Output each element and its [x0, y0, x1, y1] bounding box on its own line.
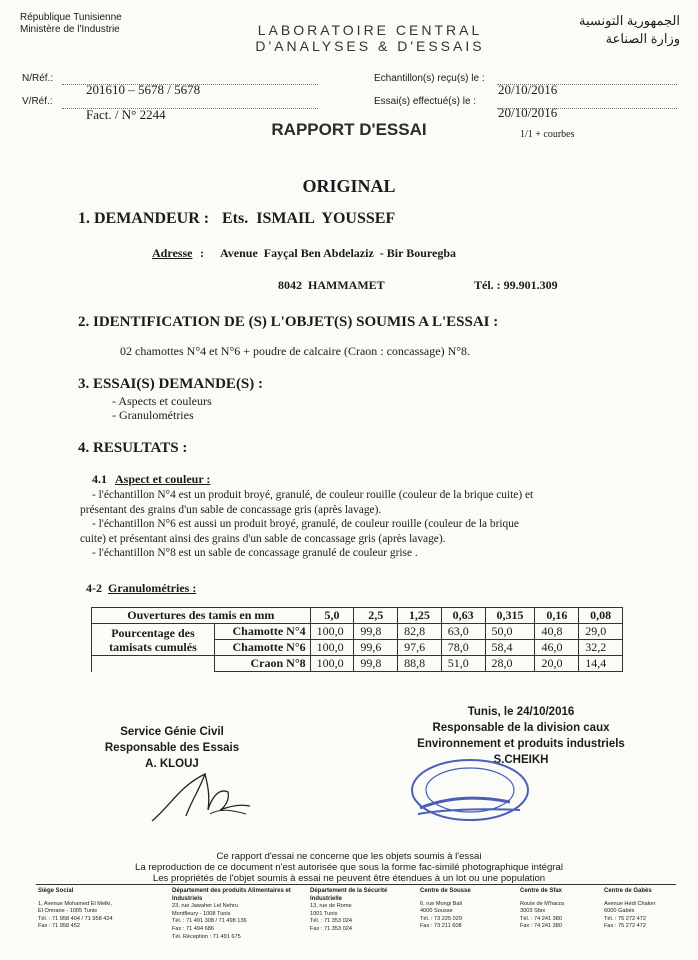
address-colon: : — [200, 246, 204, 260]
table-cell: 99,8 — [354, 656, 398, 672]
footer-line: Tél. Réception : 71 491 675 — [172, 933, 241, 940]
footer-line: Tél. : 73 225 029 — [420, 915, 462, 922]
stamp-seal — [400, 752, 535, 822]
left-signatory-service: Service Génie Civil — [120, 726, 224, 738]
table-cell: 58,4 — [485, 640, 535, 656]
table-cell: 28,0 — [485, 656, 535, 672]
footer-line: Tél. : 71 353 024 — [310, 918, 352, 925]
footer-sfax — [520, 888, 590, 931]
footer-title: Département de la Sécurité Industrielle — [310, 888, 388, 902]
footer-sousse — [420, 888, 500, 931]
table-header-row — [92, 608, 623, 624]
results-line: - l'échantillon N°6 est aussi un produit broyé, granulé, de couleur rouille (couleur de la brique — [92, 518, 519, 531]
footer-food-industrial — [172, 888, 292, 941]
footer-title: Département des produits Alimentaires et Industriels — [172, 888, 291, 902]
sub2-title: Granulométries : — [108, 581, 197, 595]
table-cell: 51,0 — [441, 656, 485, 672]
footer-divider — [36, 884, 676, 885]
results-text — [80, 488, 682, 561]
legal-notice — [0, 851, 698, 884]
right-signatory-dept: Environnement et produits industriels — [417, 738, 625, 750]
table-cell: 46,0 — [535, 640, 579, 656]
republic-label: République Tunisienne — [20, 12, 122, 23]
footer-line: Fax : 75 272 472 — [604, 923, 646, 930]
table-row — [92, 656, 623, 672]
sieve-size: 5,0 — [310, 608, 354, 624]
footer-line: Fax : 74 241 380 — [520, 923, 562, 930]
section2-heading: 2. IDENTIFICATION DE (S) L'OBJET(S) SOUMIS A L'ESSAI : — [78, 314, 499, 330]
sub1-number: 4.1 — [92, 472, 107, 486]
republic-label-ar: الجمهورية التونسية — [579, 13, 680, 28]
sieve-size: 0,315 — [485, 608, 535, 624]
lab-name — [240, 22, 500, 54]
footer-line: El Omrane - 1005 Tunis — [38, 908, 98, 915]
address-value: Avenue Fayçal Ben Abdelaziz - Bir Bouregba — [220, 246, 456, 260]
invoice-number: Fact. / N° 2244 — [86, 107, 166, 122]
lab-name-line1: LABORATOIRE CENTRAL — [257, 22, 483, 38]
applicant-name: Ets. ISMAIL YOUSSEF — [222, 210, 396, 227]
signature-date: Tunis, le 24/10/2016 — [467, 706, 575, 718]
footer-line: Tél. : 71 491 308 / 71 498 136 — [172, 918, 247, 925]
left-signatory — [72, 724, 272, 772]
table-cell: 88,8 — [398, 656, 442, 672]
notice-line: La reproduction de ce document n'est autorisée que sous la forme fac-similé photographique intégral — [135, 862, 563, 873]
right-signatory-name: S.CHEIKH — [493, 754, 549, 766]
footer-line: 13, rue de Rome — [310, 903, 352, 910]
sub1-title: Aspect et couleur : — [115, 472, 211, 486]
footer-line: 3003 Sfax — [520, 908, 546, 915]
table-cell: 29,0 — [579, 624, 623, 640]
granulometry-table — [91, 607, 623, 672]
sieve-size: 0,63 — [441, 608, 485, 624]
results-line: cuite) et présentant ainsi des grains d'un sable de concassage gris (après lavage). — [80, 532, 446, 545]
address-label: Adresse — [152, 246, 193, 260]
footer-title: Siège Social — [38, 888, 74, 894]
ministry-label: Ministère de l'Industrie — [20, 24, 120, 35]
results-line: présentant des grains d'un sable de concassage gris (après lavage). — [80, 503, 382, 516]
table-cell: 99,6 — [354, 640, 398, 656]
sieve-size: 1,25 — [398, 608, 442, 624]
table-cell: 100,0 — [310, 656, 354, 672]
footer-line: Tél. : 71 958 404 / 71 958 424 — [38, 915, 113, 922]
footer-line: Tél. : 74 241 380 — [520, 915, 562, 922]
row-group-label: Pourcentage des tamisats cumulés — [92, 624, 215, 656]
table-row — [92, 624, 623, 640]
table-cell: 40,8 — [535, 624, 579, 640]
section3-heading: 3. ESSAI(S) DEMANDE(S) : — [78, 376, 264, 392]
city-value: 8042 HAMMAMET — [278, 278, 385, 292]
footer-line: Tél. : 75 272 472 — [604, 915, 646, 922]
table-cell: 82,8 — [398, 624, 442, 640]
footer-industrial-safety — [310, 888, 400, 934]
page-count: 1/1 + courbes — [520, 129, 575, 140]
table-cell: 20,0 — [535, 656, 579, 672]
footer-line: Fax : 71 494 686 — [172, 925, 214, 932]
table-cell: 78,0 — [441, 640, 485, 656]
footer-line: 23, rue Jawaher Lel Nehru — [172, 903, 238, 910]
footer-title: Centre de Sfax — [520, 888, 563, 894]
footer-line: 4000 Sousse — [420, 908, 453, 915]
header-right — [540, 12, 680, 48]
notice-line: Ce rapport d'essai ne concerne que les objets soumis à l'essai — [216, 851, 482, 862]
footer-line: 6000 Gabès — [604, 908, 635, 915]
nref-label: N/Réf.: — [22, 73, 54, 84]
sample-name: Chamotte N°6 — [214, 640, 310, 656]
vref-label: V/Réf.: — [22, 96, 53, 107]
section1-heading: 1. DEMANDEUR : — [78, 210, 210, 227]
report-title: RAPPORT D'ESSAI — [271, 120, 427, 139]
ministry-label-ar: وزارة الصناعة — [605, 31, 680, 46]
sample-name: Chamotte N°4 — [214, 624, 310, 640]
test-item-granulometry: - Granulométries — [112, 408, 194, 422]
results-line: - l'échantillon N°4 est un produit broyé, granulé, de couleur rouille (couleur de la brique cuite) et — [92, 489, 534, 501]
phone-value: Tél. : 99.901.309 — [474, 278, 558, 292]
table-blank-cell — [92, 656, 215, 672]
section2-text: 02 chamottes N°4 et N°6 + poudre de calcaire (Craon : concassage) N°8. — [120, 344, 471, 358]
table-cell: 99,8 — [354, 624, 398, 640]
sample-name: Craon N°8 — [214, 656, 310, 672]
original-mark: ORIGINAL — [302, 176, 396, 196]
sieve-size: 0,08 — [579, 608, 623, 624]
received-label: Echantillon(s) reçu(s) le : — [374, 73, 485, 84]
footer-line: Fax : 71 353 024 — [310, 925, 352, 932]
footer-line: Fax : 71 958 452 — [38, 923, 80, 930]
footer-line: 6, rue Mongi Bali — [420, 900, 462, 907]
footer-line: 1, Avenue Mohamed El Melki, — [38, 900, 112, 907]
done-label: Essai(s) effectué(s) le : — [374, 96, 477, 107]
footer-head-office — [38, 888, 148, 931]
results-line: - l'échantillon N°8 est un sable de concassage granulé de couleur grise . — [92, 547, 418, 560]
left-signature — [150, 766, 260, 826]
header-left — [20, 12, 122, 36]
sub2-number: 4-2 — [86, 581, 102, 595]
table-cell: 50,0 — [485, 624, 535, 640]
sieve-size: 0,16 — [535, 608, 579, 624]
table-header-label: Ouvertures des tamis en mm — [92, 608, 311, 624]
lab-name-line2: D'ANALYSES & D'ESSAIS — [255, 38, 485, 54]
nref-value: 201610 – 5678 / 5678 — [86, 82, 201, 97]
section4-heading: 4. RESULTATS : — [78, 440, 188, 456]
footer-line: Fax : 73 211 608 — [420, 923, 462, 930]
sieve-size: 2,5 — [354, 608, 398, 624]
table-cell: 97,6 — [398, 640, 442, 656]
footer-line: Route de M'harza — [520, 900, 564, 907]
test-item-aspects: - Aspects et couleurs — [112, 394, 212, 408]
table-cell: 63,0 — [441, 624, 485, 640]
table-cell: 32,2 — [579, 640, 623, 656]
footer-title: Centre de Gabès — [604, 888, 652, 894]
footer-line: Montfleury - 1008 Tunis — [172, 910, 231, 917]
left-signatory-name: A. KLOUJ — [145, 758, 199, 770]
table-cell: 100,0 — [310, 640, 354, 656]
notice-line: Les propriétés de l'objet soumis à essai ne peuvent être étendues à un lot ou une population — [152, 873, 546, 884]
footer-line: Avenue Hédi Chaker — [604, 900, 656, 907]
done-date: 20/10/2016 — [498, 105, 558, 120]
footer-line: 1001 Tunis — [310, 910, 338, 917]
footer-title: Centre de Sousse — [420, 888, 471, 894]
left-signatory-role: Responsable des Essais — [104, 742, 240, 754]
table-cell: 14,4 — [579, 656, 623, 672]
received-date: 20/10/2016 — [498, 82, 558, 97]
right-signatory-role: Responsable de la division caux — [432, 722, 610, 734]
table-cell: 100,0 — [310, 624, 354, 640]
footer-gabes — [604, 888, 680, 931]
